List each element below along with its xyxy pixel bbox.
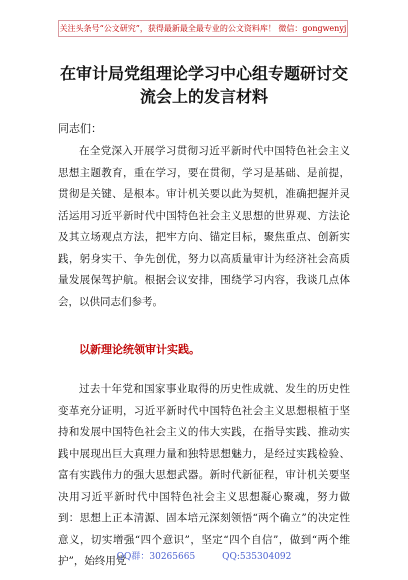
section-heading: 以新理论统领审计实践。 (79, 343, 200, 356)
title-line-2: 流会上的发言材料 (139, 87, 268, 106)
promo-banner: 关注头条号“公文研究”，获得最新最全最专业的公文资料库！ 微信：gongwenyj (58, 20, 348, 37)
paragraph-intro: 在全党深入开展学习贯彻习近平新时代中国特色社会主义思想主题教育，重在学习，要在贯彻，学习是基础、是前提，贯彻是关键、是根本。审计机关要以此为契机，准确把握并灵活运用习近平新时代中国特色社会主义思想的世界观、方法论及其立场观点方法，把牢方向、锚定目标，聚焦重点、创新实践，躬身实干、争先创优，努力以高质量审计为经济社会高质量发展保驾护航。根据会议安排，围绕学习内容，我谈几点体会，以供同志们参考。 (58, 145, 350, 308)
footer-contact (0, 549, 408, 562)
paragraph-body: 过去十年党和国家事业取得的历史性成就、发生的历史性变革充分证明，习近平新时代中国特色社会主义思想根植于坚持和发展中国特色社会主义的伟大实践，在指导实践、推动实践中展现出巨大真理力量和独特思想魅力，是经过实践检验、富有实践伟力的强大思想武器。新时代新征程，审计机关要坚决用习近平新时代中国特色社会主义思想凝心聚魂，努力做到：思想上正本清源、固本培元深刻领悟“两个确立”的决定性意义，切实增强“四个意识”，坚定“四个自信”，做到“两个维护”，始终用党 (58, 383, 350, 567)
footer-qq-group: QQ群：30265665 (116, 552, 196, 562)
salutation: 同志们： (58, 122, 102, 135)
title-line-1: 在审计局党组理论学习中心组专题研讨交 (59, 64, 348, 83)
footer-qq: QQ:535304092 (222, 552, 292, 562)
page-title (52, 62, 356, 108)
